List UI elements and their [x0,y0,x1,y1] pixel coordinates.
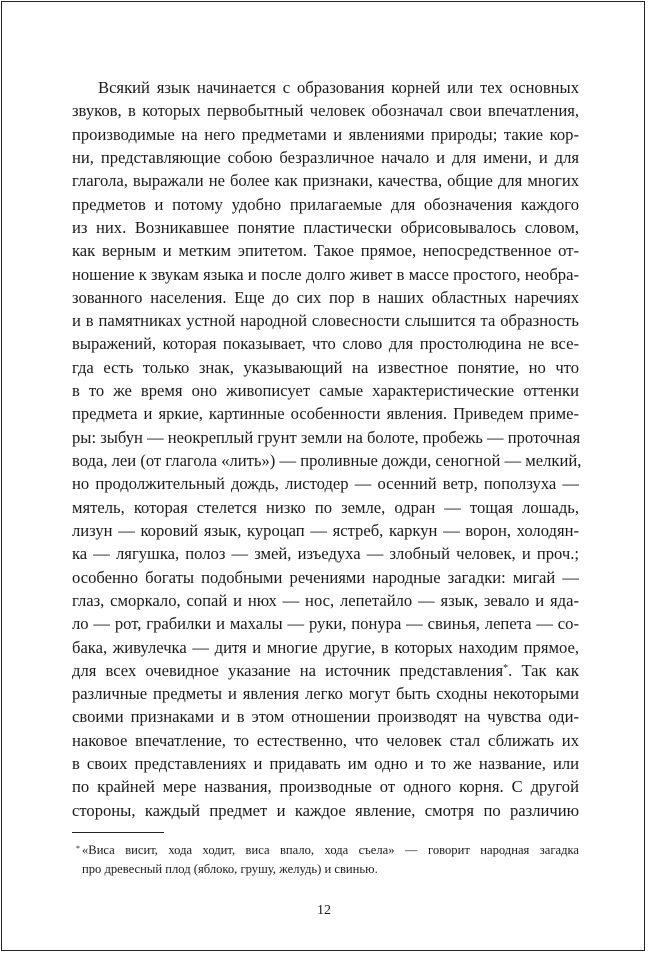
text-line: как верным и метким эпитетом. Такое прямое, непосредственное от- [72,241,579,261]
text-line: ры: зыбун — неокреплый грунт земли на болоте, пробежь — проточная [72,427,581,447]
footnote-line [76,841,579,860]
text-line-part: . Так как [508,660,579,680]
text-line: наковое впечатление, то естественно, что человек стал сближать их [72,730,579,750]
text-line: особенно богаты подобными речениями народные загадки: мигай — [72,567,579,587]
text-line: по крайней мере названия, производные от одного корня. С другой [72,777,579,797]
footnote-line: про древесный плод (яблоко, грушу, желудь) и свинью. [82,862,378,876]
text-line: гда есть только знак, указывающий на известное понятие, но что [72,357,579,377]
footnote-marker: * [76,844,80,853]
text-line: ношение к звукам языка и после долго живет в массе простого, необра- [72,264,579,284]
text-line: Всякий язык начинается с образования корней или тех основных [98,78,579,97]
text-line: из них. Возникавшее понятие пластически обрисовывалось словом, [72,217,579,237]
text-line: в своих представлениях и придавать им одно и то же название, или [72,754,579,774]
text-line: лизун — коровий язык, куроцап — ястреб, каркун — ворон, холодян- [72,520,579,540]
text-line: зованного населения. Еще до сих пор в наших областных наречиях [72,287,579,307]
text-line: выражений, которая показывает, что слово для простолюдина не все- [72,334,579,354]
text-line: и в памятниках устной народной словесности слышится та образность [72,311,579,331]
text-line: бака, живулечка — дитя и многие другие, в которых находим прямое, [72,637,579,657]
text-line: в то же время оно живописует самые характеристические оттенки [72,381,579,401]
text-line-part: для всех очевидное указание на источник представления [72,660,504,680]
footnote-divider [72,832,164,833]
text-line: своими признаками и в этом отношении производят на чувства оди- [72,707,579,727]
text-line: производимые на него предметами и явлениями природы; такие кор- [72,124,579,144]
footnote [76,841,579,879]
text-line: стороны, каждый предмет и каждое явление, смотря по различию [72,800,579,820]
text-line: но продолжительный дождь, листодер — осенний ветр, поползуха — [72,474,579,494]
footnote-text: «Виса висит, хода ходит, виса впало, хода съела» — говорит народная загадка [82,843,579,857]
text-line-with-footnote-ref [72,659,579,682]
text-line: звуков, в которых первобытный человек обозначал свои впечатления, [72,101,579,121]
text-line: ка — лягушка, полоз — змей, изъедуха — злобный человек, и проч.; [72,544,579,564]
text-line: предметов и потому удобно прилагаемые для обозначения каждого [72,194,579,214]
text-line: вода, леи (от глагола «лить») — проливные дожди, сеногной — мелкий, [72,451,582,470]
page-number: 12 [317,903,331,918]
footnote-reference[interactable]: * [503,662,509,674]
text-line: глаз, сморкало, сопай и нюх — нос, лепетайло — язык, зевало и ядa- [72,590,579,610]
text-line: предмета и яркие, картинные особенности явления. Приведем приме- [72,404,579,424]
text-line: ни, представляющие собою безразличное начало и для имени, и для [72,147,579,167]
text-line: глагола, выражали не более как признаки, качества, общие для многих [72,171,579,191]
main-text-block [72,76,582,822]
text-line: различные предметы и явления легко могут быть сходны некоторыми [72,684,579,704]
text-line: мятель, которая стелется низко по земле, одран — тощая лошадь, [72,497,579,517]
text-line: ло — рот, грабилки и махалы — руки, понура — свинья, лепета — со- [72,614,579,634]
